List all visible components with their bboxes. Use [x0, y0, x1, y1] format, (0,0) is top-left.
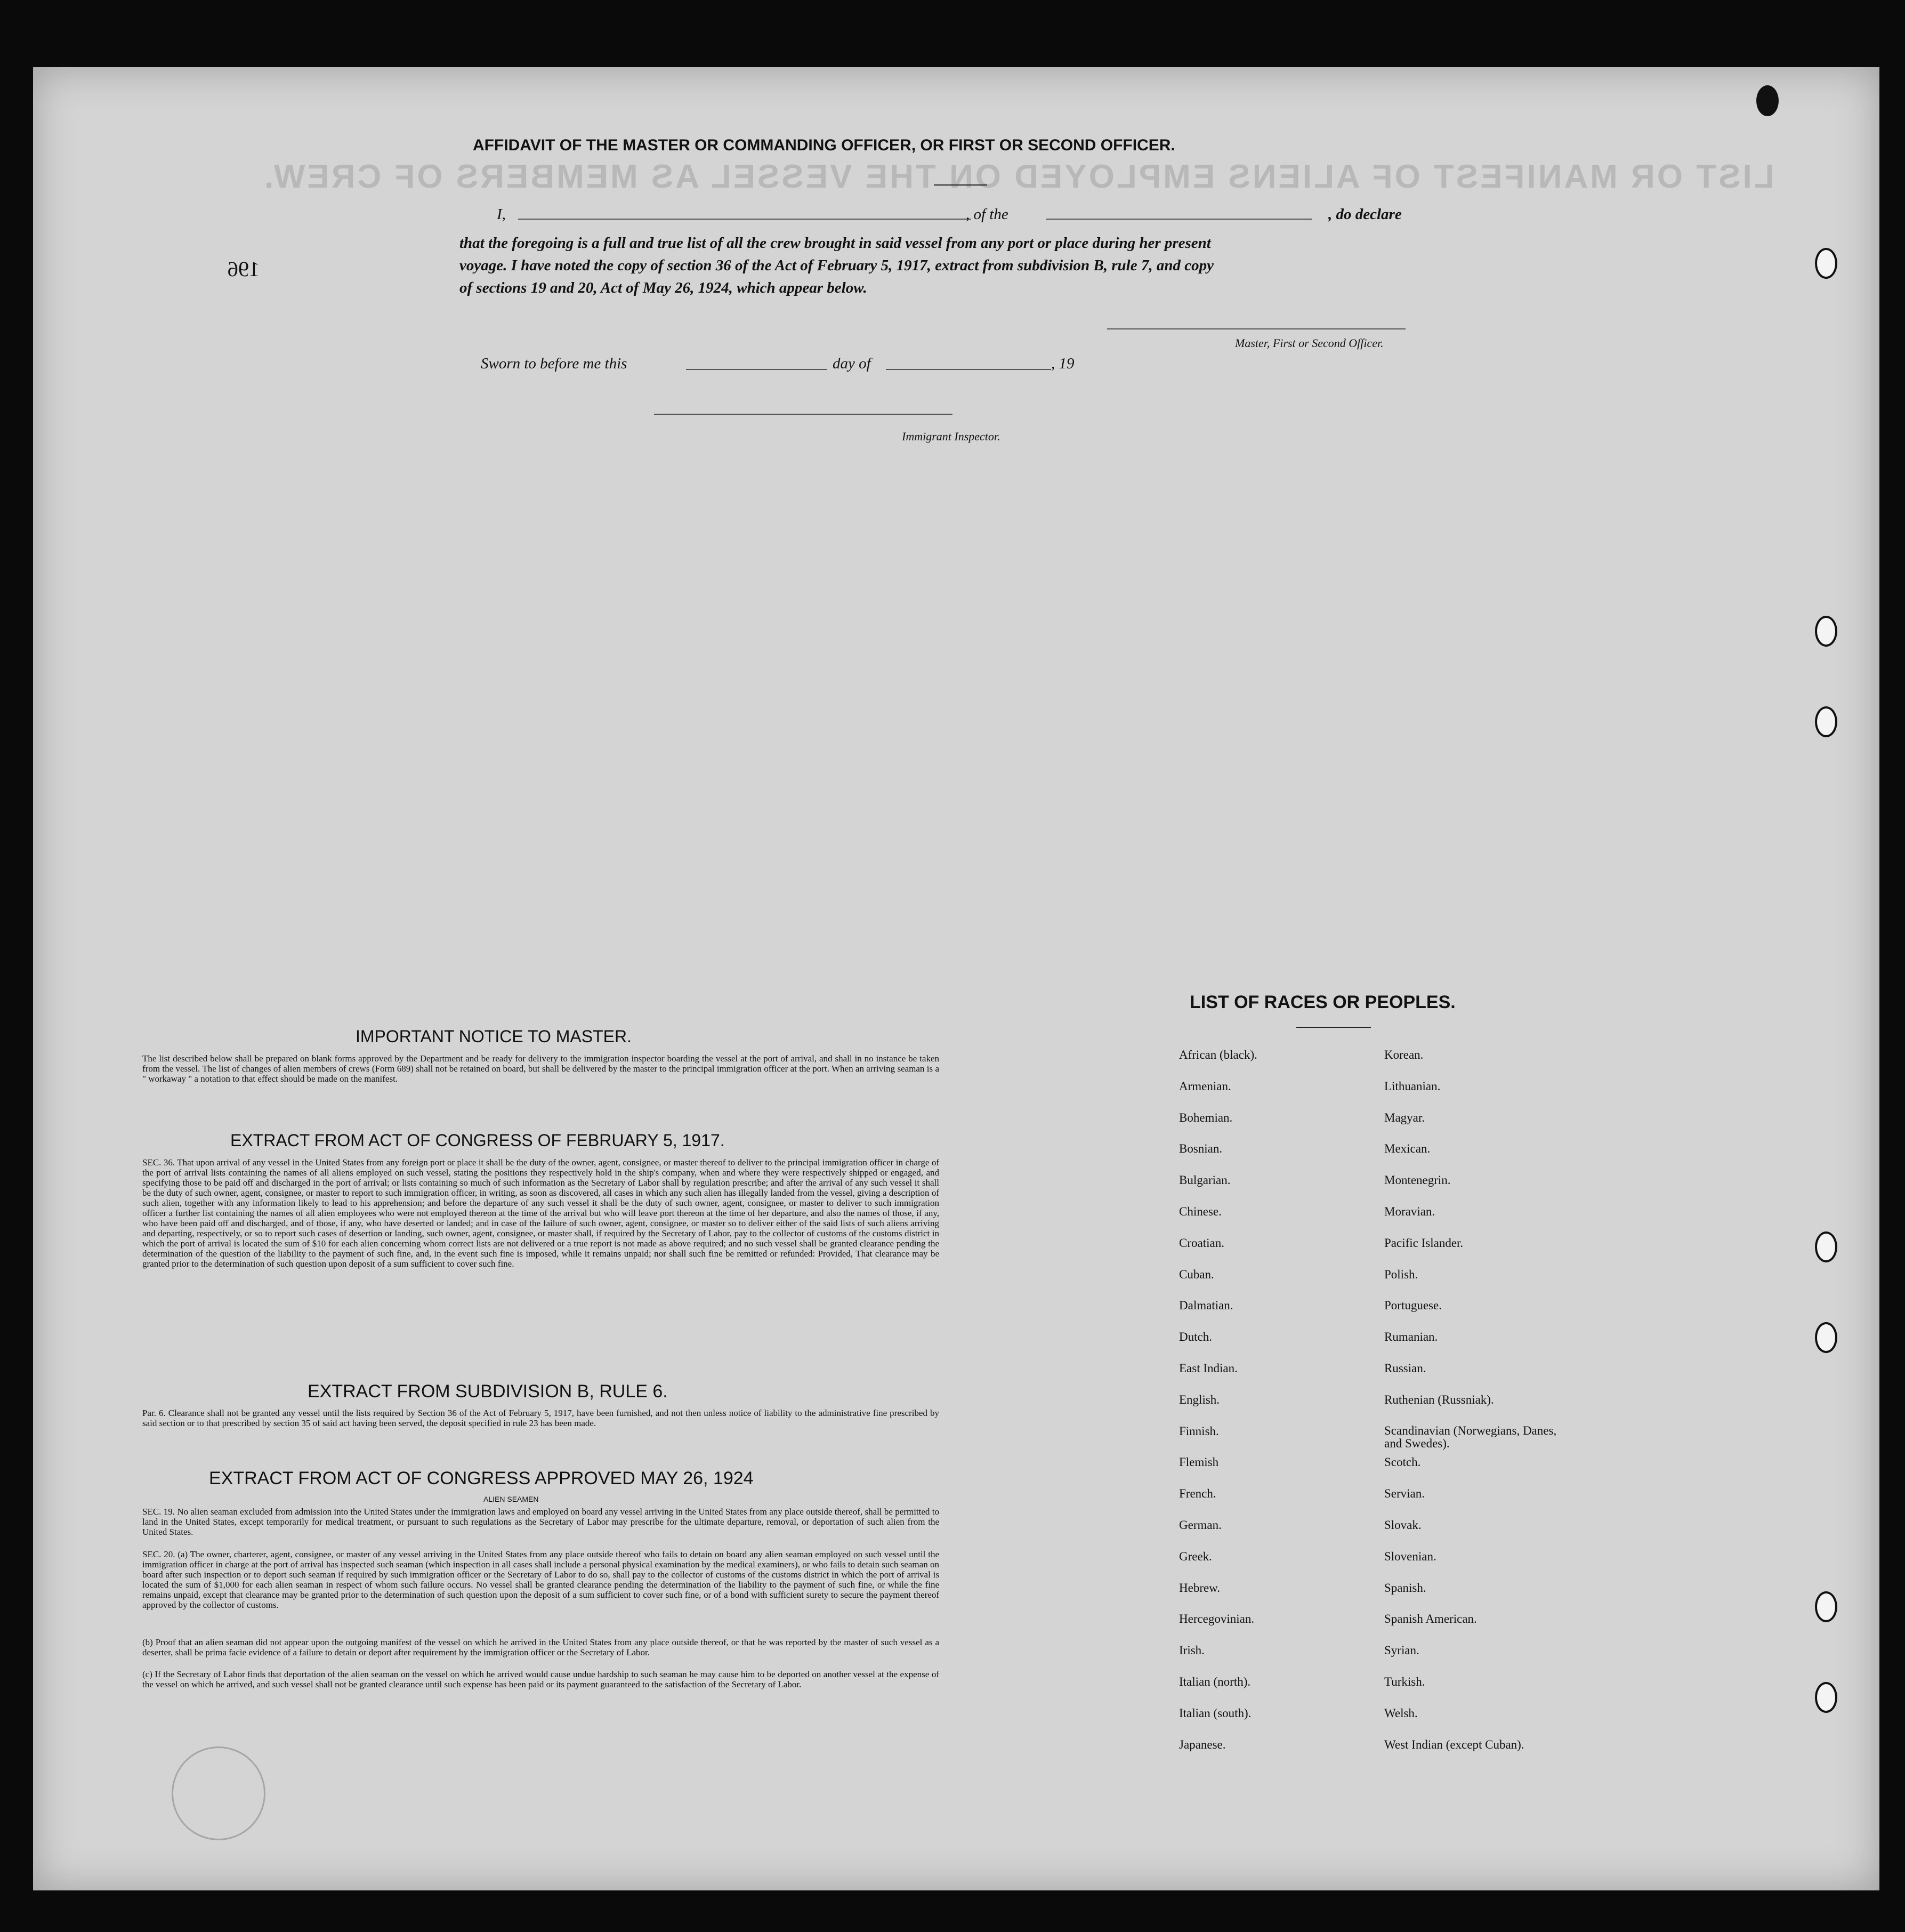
extract-1924-title: EXTRACT FROM ACT OF CONGRESS APPROVED MAY 26, 1924 [209, 1468, 754, 1488]
race-item: Armenian. [1179, 1079, 1231, 1093]
race-item: Mexican. [1384, 1142, 1431, 1156]
race-item: Hebrew. [1179, 1581, 1221, 1595]
rule6-body: Par. 6. Clearance shall not be granted any vessel until the lists required by Section 36 of the Act of February 5, 1917, have been furnished, and not then unless notice of liability to the administrative fine prescribed by said section or to that prescribed by section 35 of said act having been served, the deposit specified in rule 23 has been made. [142, 1408, 939, 1428]
race-item: Spanish American. [1384, 1612, 1477, 1626]
race-item: Cuban. [1179, 1267, 1214, 1281]
race-item: Bosnian. [1179, 1142, 1223, 1156]
binding-hole-4 [1815, 706, 1837, 737]
affidavit-line1 [497, 206, 1499, 225]
race-item: East Indian. [1179, 1362, 1238, 1375]
extract-1924-sec20c: (c) If the Secretary of Labor finds that deportation of the alien seaman on the vessel on which he arrived would cause undue hardship to such seaman he may cause him to be deported on another vessel at the expense of the vessel on which he arrived, and such vessel shall not be granted clearance until such expense has been paid or its payment guaranteed to the satisfaction of the Secretary of Labor. [142, 1669, 939, 1689]
master-signature-label: Master, First or Second Officer. [1235, 336, 1384, 350]
extract-1924-sec20b: (b) Proof that an alien seaman did not appear upon the outgoing manifest of the vessel on which he arrived in the United States from any place outside thereof, or that he was reported by the master of such vessel as a deserter, shall be prima facie evidence of a failure to detain or deport after requirement by the immigration officer or the Secretary of Labor. [142, 1637, 939, 1657]
binding-hole-1 [1756, 85, 1779, 116]
affidavit-declare: , do declare [1328, 206, 1402, 223]
race-item: Bohemian. [1179, 1110, 1233, 1124]
race-item: African (black). [1179, 1048, 1257, 1061]
race-item: Dalmatian. [1179, 1299, 1233, 1313]
race-item: Scotch. [1384, 1455, 1421, 1469]
document-sheet [33, 67, 1879, 1890]
affidavit-of-the: , of the [966, 206, 1008, 223]
race-item: Finnish. [1179, 1424, 1219, 1438]
affidavit-title-rule [934, 184, 987, 186]
race-item: Welsh. [1384, 1706, 1418, 1720]
margin-number: 196 [228, 257, 260, 281]
sworn-start: Sworn to before me this [481, 355, 627, 372]
race-item: Moravian. [1384, 1205, 1435, 1218]
inspector-signature-line[interactable] [654, 414, 953, 415]
race-item: German. [1179, 1518, 1222, 1532]
binding-hole-5 [1815, 1231, 1837, 1262]
race-item: Croatian. [1179, 1236, 1224, 1250]
race-item: Japanese. [1179, 1737, 1226, 1751]
race-item: Ruthenian (Russniak). [1384, 1392, 1494, 1406]
affidavit-line2: that the foregoing is a full and true list of all the crew brought in said vessel from any port or place during her present [459, 235, 1211, 252]
sworn-month-field[interactable] [886, 369, 1051, 370]
race-item: Syrian. [1384, 1644, 1419, 1657]
extract-1924-subtitle: ALIEN SEAMEN [483, 1495, 539, 1503]
race-item: Dutch. [1179, 1330, 1212, 1344]
binding-hole-7 [1815, 1591, 1837, 1622]
race-item: Servian. [1384, 1487, 1425, 1501]
notice-body: The list described below shall be prepared on blank forms approved by the Department and be ready for delivery to the immigration inspector boarding the vessel at the port of arrival, and shall in no instance be taken from the vessel. The list of changes of alien members of crews (Form 689) shall not be retained on board, but shall be delivered by the master to the principal immigration officer at the port. When an arriving seaman is a " workaway " a notation to that effect should be made on the manifest. [142, 1053, 939, 1084]
race-item: Slovenian. [1384, 1549, 1436, 1563]
race-item: Russian. [1384, 1362, 1426, 1375]
binding-hole-3 [1815, 616, 1837, 647]
race-item: Greek. [1179, 1549, 1212, 1563]
races-title: LIST OF RACES OR PEOPLES. [1190, 992, 1456, 1012]
extract-1924-sec20a: SEC. 20. (a) The owner, charterer, agent, consignee, or master of any vessel arriving in the United States from any place outside thereof who fails to detain on board any alien seaman employed on such vessel until the immigration officer in charge at the port of arrival has inspected such seaman (which inspection in all cases shall include a personal physical examination by the medical examiners), or who fails to detain such seaman on board after such inspection or to deport such seaman if required by such immigration officer or the Secretary of Labor to do so, shall pay to the collector of customs of the customs district in which the port of arrival is located the sum of $1,000 for each alien seaman in respect of whom such failure occurs. No vessel shall be granted clearance pending the determination of the liability to the payment of such fine, or while the fine remains unpaid, except that clearance may be granted prior to the determination of such question upon the deposit of a sum sufficient to cover such fine, or of a bond with sufficient surety to secure the payment thereof approved by the collector of customs. [142, 1549, 939, 1610]
race-item: Magyar. [1384, 1110, 1425, 1124]
race-item: Spanish. [1384, 1581, 1426, 1595]
sworn-line [481, 355, 1174, 376]
race-item: West Indian (except Cuban). [1384, 1737, 1524, 1751]
race-item: Korean. [1384, 1048, 1424, 1061]
race-item: Flemish [1179, 1455, 1219, 1469]
sworn-day-of: day of [833, 355, 871, 372]
extract-1917-body: SEC. 36. That upon arrival of any vessel in the United States from any foreign port or place it shall be the duty of the owner, agent, consignee, or master thereof to deliver to the principal immigration officer in charge of the port of arrival lists containing the names of all aliens employed on such vessel, stating the positions they respectively hold in the ship's company, when and where they were respectively shipped or engaged, and specifying those to be paid off and discharged in the port of arrival; or lists containing so much of such information as the Secretary of Labor shall by regulation prescribe; and after the arrival of any such vessel it shall be the duty of such owner, agent, consignee, or master to report to such immigration officer, in writing, as soon as discovered, all cases in which any such alien has illegally landed from the vessel, giving a description of such alien, together with any information likely to lead to his apprehension; and before the departure of any such vessel it shall be the duty of such owner, agent, consignee, or master to deliver to such immigration officer a further list containing the names of all alien employees who were not employed thereon at the time of the arrival but who will leave port thereon at the time of her departure, and also the names of those, if any, who have been paid off and discharged, and of those, if any, who have deserted or landed; and in case of the failure of such owner, agent, consignee, or master so to deliver either of the said lists of such aliens arriving and departing, respectively, or so to report such cases of desertion or landing, such owner, agent, consignee, or master shall, if required by the Secretary of Labor, pay to the collector of customs of the customs district in which the port of arrival is located the sum of $10 for each alien concerning whom correct lists are not delivered or a true report is not made as above required; and no such vessel shall be granted clearance pending the determination of the question of the liability to the payment of such fine, and, in the event such fine is imposed, while it remains unpaid; nor shall such fine be remitted or refunded: Provided, That clearance may be granted prior to the determination of such question upon deposit of a sum sufficient to cover such fine. [142, 1157, 939, 1269]
binding-hole-2 [1815, 248, 1837, 279]
affidavit-i: I, [497, 206, 506, 223]
races-title-rule [1296, 1027, 1371, 1028]
race-item: Italian (north). [1179, 1675, 1251, 1688]
vessel-name-field[interactable] [1046, 219, 1312, 220]
master-name-field[interactable] [518, 219, 971, 220]
notice-title: IMPORTANT NOTICE TO MASTER. [356, 1027, 632, 1046]
race-item: Irish. [1179, 1644, 1205, 1657]
extract-1924-sec19: SEC. 19. No alien seaman excluded from admission into the United States under the immigration laws and employed on board any vessel arriving in the United States from any place outside thereof, shall be permitted to land in the United States, except temporarily for medical treatment, or pursuant to such regulations as the Secretary of Labor may prescribe for the ultimate departure, removal, or deportation of such alien from the United States. [142, 1507, 939, 1537]
inspector-label: Immigrant Inspector. [902, 430, 1000, 443]
race-item: Turkish. [1384, 1675, 1425, 1688]
binding-hole-6 [1815, 1322, 1837, 1353]
race-item: Scandinavian (Norwegians, Danes, and Swedes). [1384, 1423, 1557, 1450]
race-item: English. [1179, 1392, 1220, 1406]
race-item: Slovak. [1384, 1518, 1422, 1532]
sworn-day-field[interactable] [686, 369, 827, 370]
race-item: Italian (south). [1179, 1706, 1252, 1720]
stamp-mark [172, 1746, 265, 1840]
race-item: Lithuanian. [1384, 1079, 1441, 1093]
race-item: Hercegovinian. [1179, 1612, 1255, 1626]
race-item: Chinese. [1179, 1205, 1222, 1218]
race-item: Polish. [1384, 1267, 1418, 1281]
rule6-title: EXTRACT FROM SUBDIVISION B, RULE 6. [308, 1381, 668, 1402]
affidavit-title: AFFIDAVIT OF THE MASTER OR COMMANDING OFFICER, OR FIRST OR SECOND OFFICER. [473, 136, 1175, 154]
race-item: French. [1179, 1487, 1216, 1501]
race-item: Pacific Islander. [1384, 1236, 1464, 1250]
binding-hole-8 [1815, 1682, 1837, 1713]
affidavit-line4: of sections 19 and 20, Act of May 26, 1924, which appear below. [459, 279, 867, 296]
extract-1917-title: EXTRACT FROM ACT OF CONGRESS OF FEBRUARY 5, 1917. [230, 1131, 725, 1150]
sworn-year: , 19 [1051, 355, 1075, 372]
race-item: Montenegrin. [1384, 1173, 1451, 1187]
race-item: Portuguese. [1384, 1299, 1442, 1313]
race-item: Bulgarian. [1179, 1173, 1231, 1187]
affidavit-line3: voyage. I have noted the copy of section 36 of the Act of February 5, 1917, extract from subdivision B, rule 7, and copy [459, 257, 1214, 274]
bleed-through-heading: LIST OR MANIFEST OF ALIENS EMPLOYED ON THE VESSEL AS MEMBERS OF CREW. [262, 158, 1774, 195]
race-item: Rumanian. [1384, 1330, 1438, 1344]
master-signature-line[interactable] [1107, 328, 1406, 329]
